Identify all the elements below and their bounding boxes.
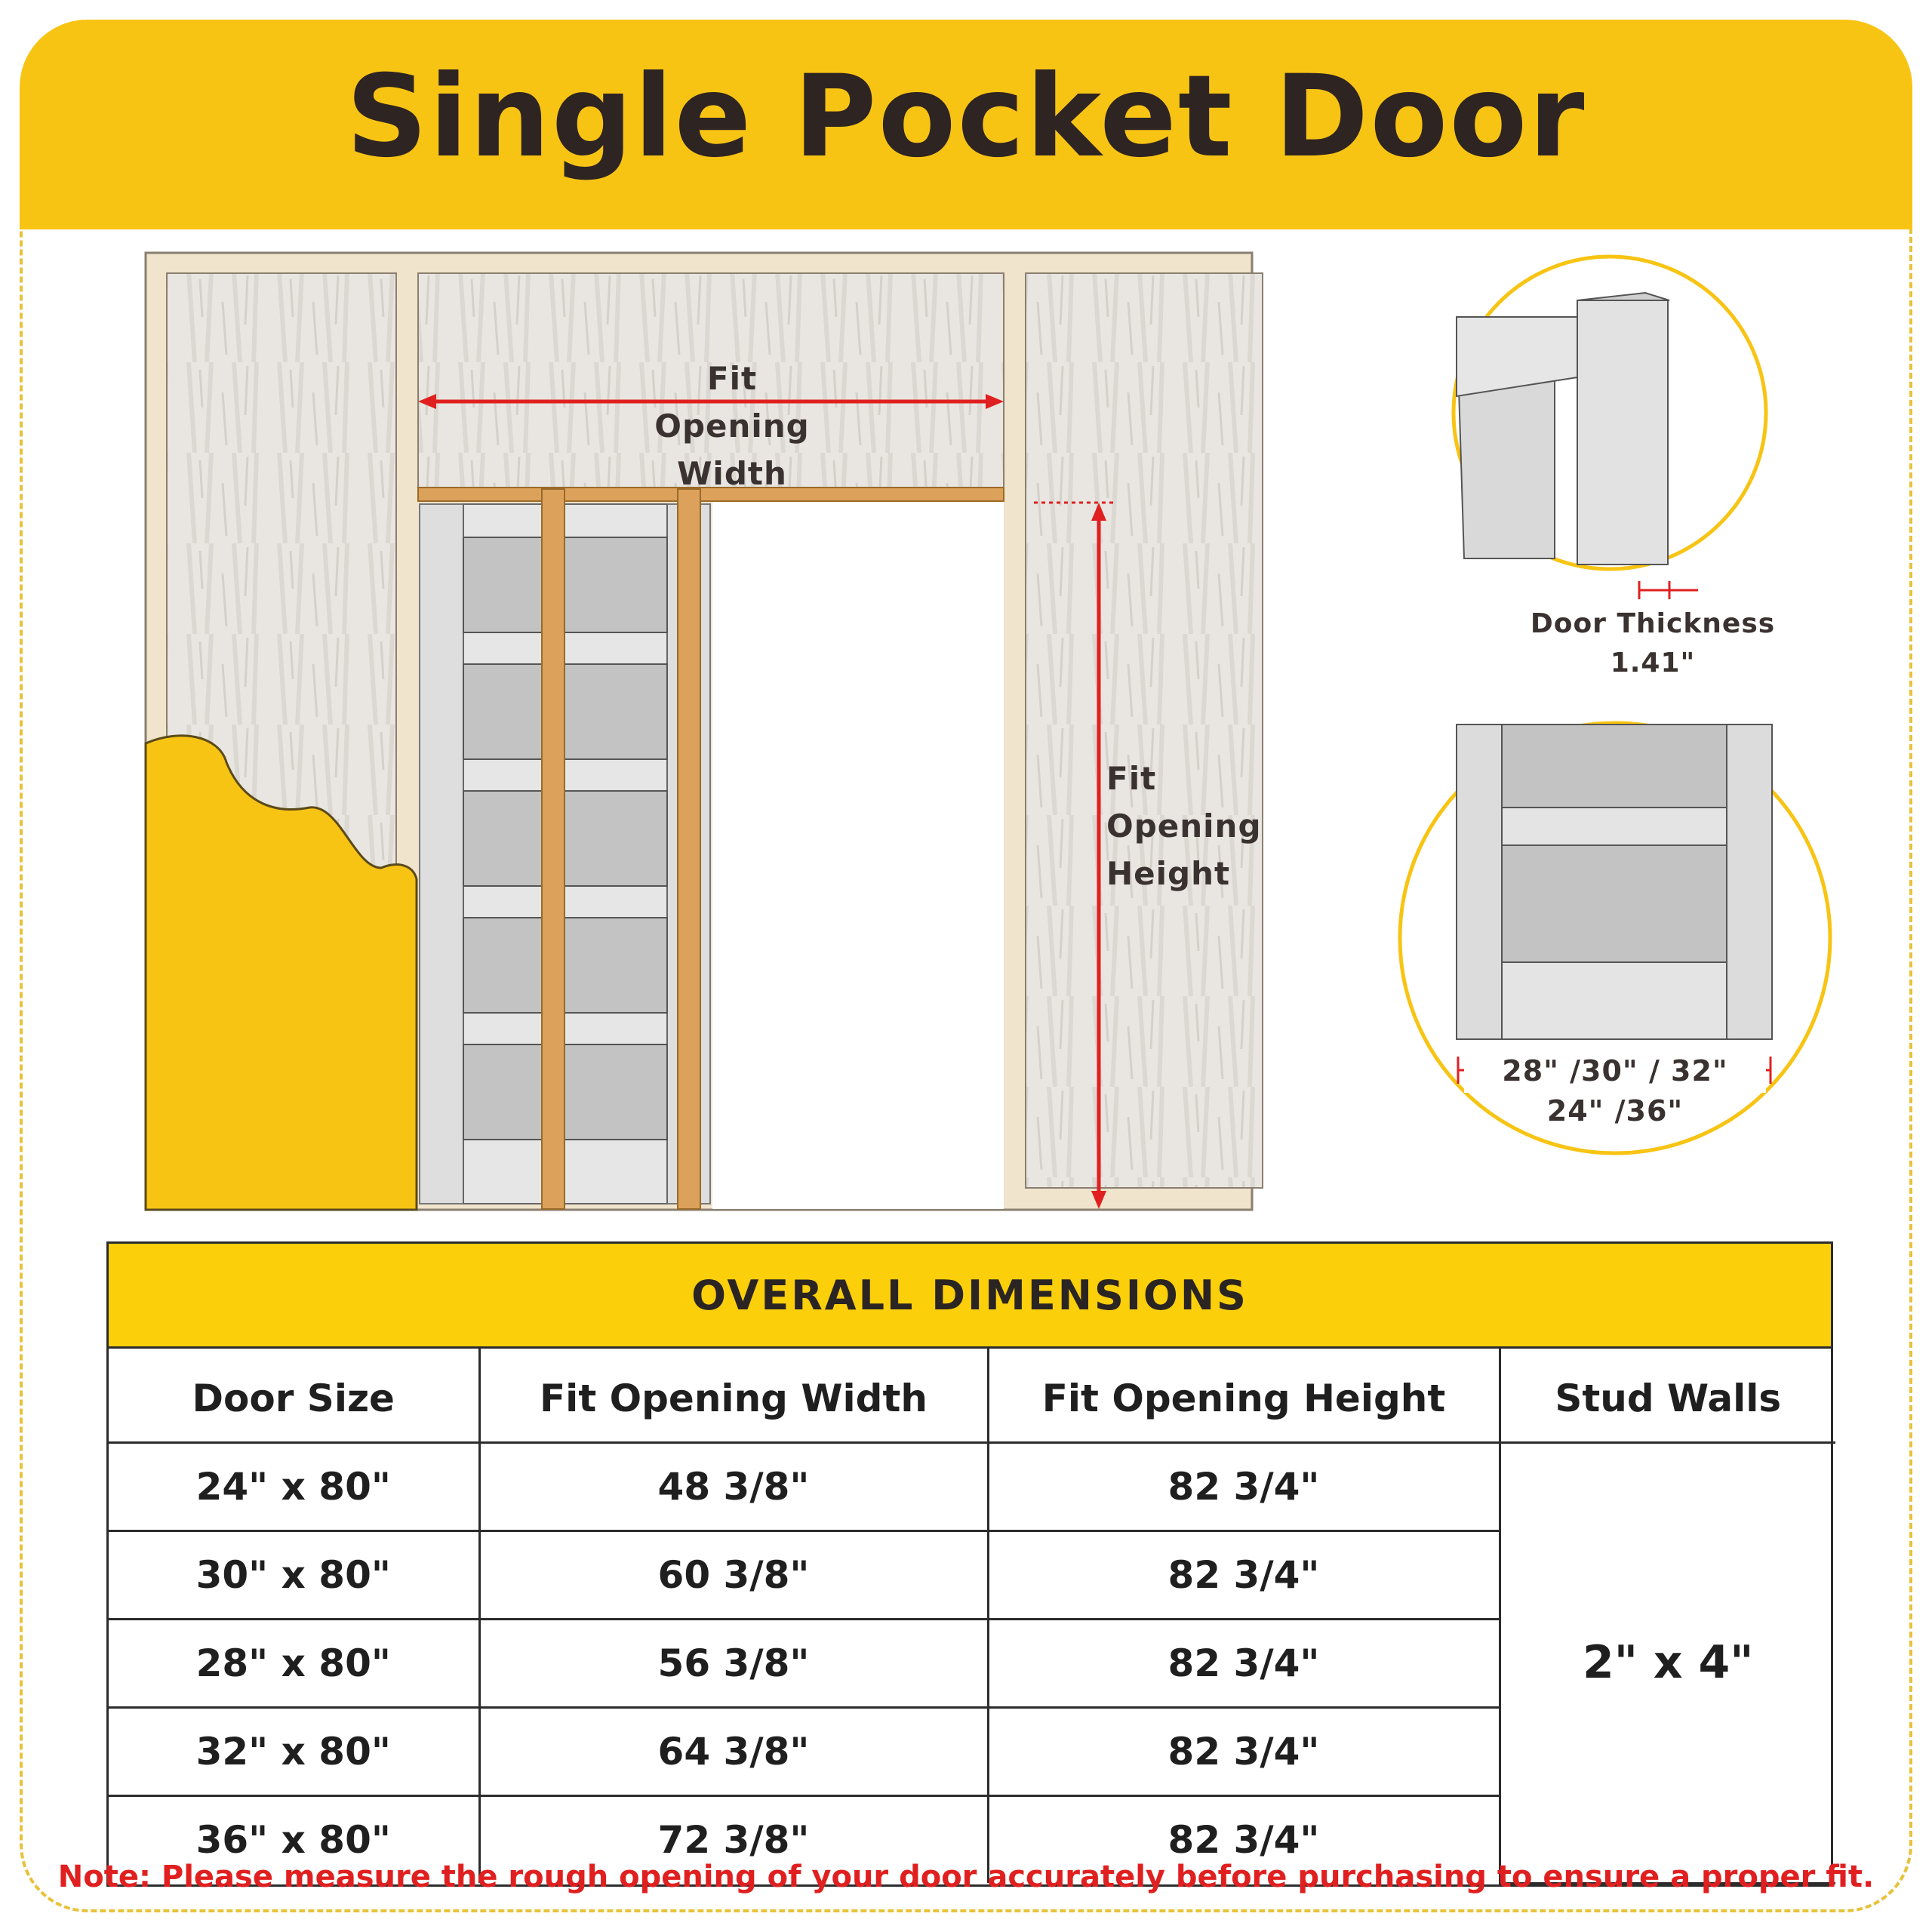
thickness-value: 1.41" [1610, 648, 1696, 678]
column-header-opening-width: Fit Opening Width [479, 1349, 988, 1443]
measurement-note: Note: Please measure the rough opening of your door accurately before purchasing to ensure a proper fit. [57, 1860, 1875, 1894]
column-header-door-size: Door Size [109, 1349, 479, 1443]
size-label-line2: 24" /36" [1546, 1094, 1684, 1128]
opening-width-cell: 64 3/8" [479, 1708, 988, 1796]
opening-height-cell: 82 3/4" [988, 1443, 1500, 1531]
dimensions-table [106, 1241, 1833, 1887]
opening-height-cell: 82 3/4" [988, 1796, 1500, 1884]
thickness-detail [1454, 257, 1766, 599]
column-header-stud-walls: Stud Walls [1500, 1349, 1835, 1443]
table-heading: OVERALL DIMENSIONS [109, 1244, 1831, 1349]
door-size-cell: 30" x 80" [109, 1531, 479, 1620]
opening-width-cell: 60 3/8" [479, 1531, 988, 1620]
opening-width-cell: 56 3/8" [479, 1620, 988, 1708]
doorway-opening [712, 501, 1004, 1209]
size-label-line1: 28" /30" / 32" [1464, 1050, 1766, 1093]
opening-height-label: Fit Opening Height [1106, 760, 1262, 892]
right-wall-panel [1026, 273, 1263, 1188]
column-header-opening-height: Fit Opening Height [988, 1349, 1500, 1443]
opening-height-cell: 82 3/4" [988, 1620, 1500, 1708]
pocket-stud-left [542, 489, 565, 1209]
table-row [109, 1443, 1835, 1531]
door-size-cell: 36" x 80" [195, 1818, 391, 1862]
opening-height-cell: 82 3/4" [988, 1531, 1500, 1620]
door-size-cell: 32" x 80" [109, 1708, 479, 1796]
opening-width-cell: 48 3/8" [479, 1443, 988, 1531]
door-size-cell: 24" x 80" [109, 1443, 479, 1531]
stud-walls-cell: 2" x 4" [1500, 1443, 1835, 1884]
opening-height-cell: 82 3/4" [988, 1708, 1500, 1796]
pocket-stud-right [678, 489, 700, 1209]
thickness-label: Door Thickness [1530, 608, 1776, 639]
page-title: Single Pocket Door [346, 51, 1586, 183]
door-size-cell: 28" x 80" [109, 1620, 479, 1708]
opening-width-cell: 72 3/8" [479, 1796, 988, 1884]
opening-width-label: Fit Opening Width [654, 360, 810, 492]
